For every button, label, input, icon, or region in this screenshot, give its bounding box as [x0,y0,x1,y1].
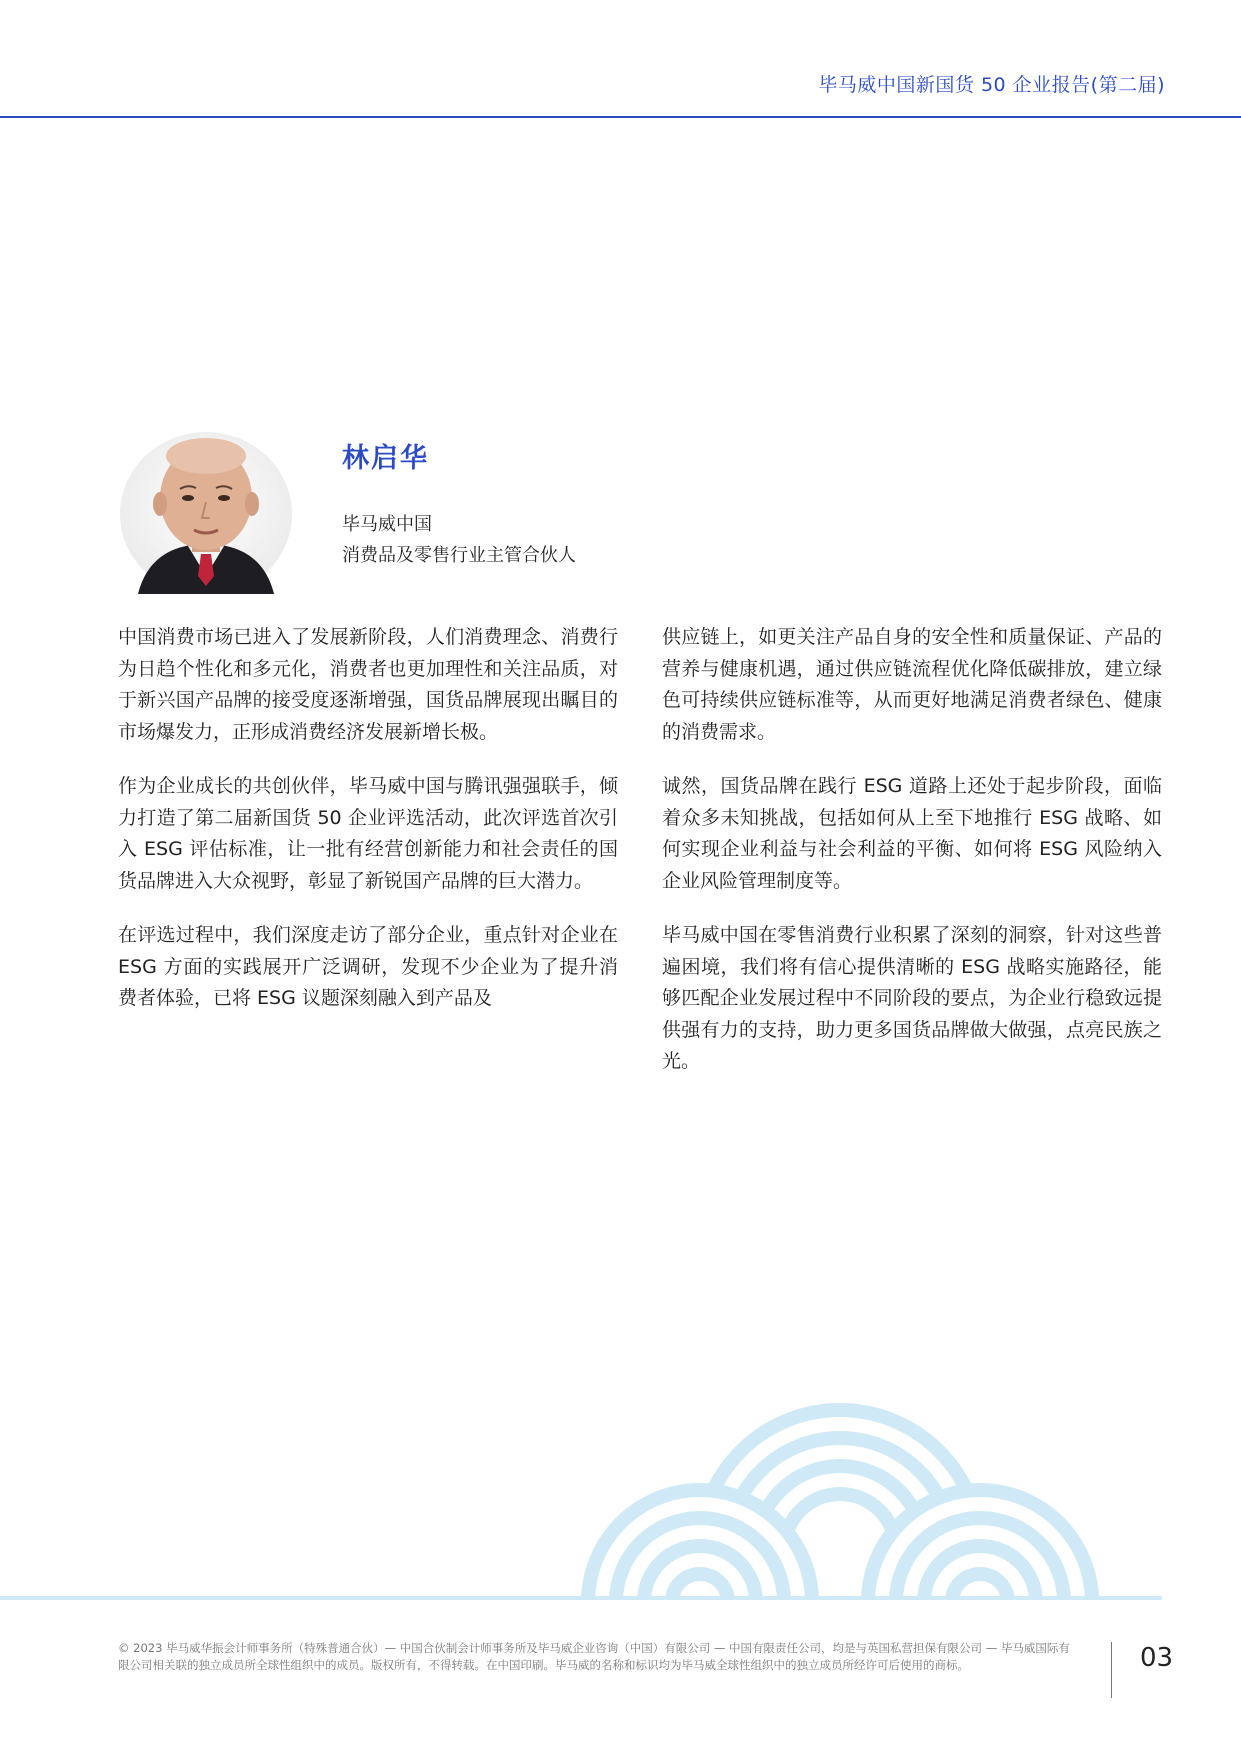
body-paragraph: 毕马威中国在零售消费行业积累了深刻的洞察，针对这些普遍困境，我们将有信心提供清晰的 ESG 战略实施路径，能够匹配企业发展过程中不同阶段的要点，为企业行稳致远提供强有力的支持，助力更多国货品牌做大做强，点亮民族之光。 [662,924,1162,1072]
person-name: 林启华 [342,443,429,474]
person-organization: 毕马威中国 [342,514,432,535]
header-divider [0,116,1241,118]
body-paragraph: 在评选过程中，我们深度走访了部分企业，重点针对企业在 ESG 方面的实践展开广泛调研，发现不少企业为了提升消费者体验，已将 ESG 议题深刻融入到产品及 [118,924,618,1009]
body-paragraph: 诚然，国货品牌在践行 ESG 道路上还处于起步阶段，面临着众多未知挑战，包括如何从上至下地推行 ESG 战略、如何实现企业利益与社会利益的平衡、如何将 ESG 风险纳入企业风险管理制度等。 [662,775,1162,892]
page-number: 03 [1140,1643,1174,1673]
left-column [118,622,618,1038]
portrait-photo [118,426,294,594]
right-column [662,622,1162,1101]
footer-divider [1111,1642,1112,1698]
report-title: 毕马威中国新国货 50 企业报告(第二届) [818,74,1165,96]
wave-decoration [540,1340,1140,1600]
person-role: 消费品及零售行业主管合伙人 [342,545,576,566]
body-paragraph: 作为企业成长的共创伙伴，毕马威中国与腾讯强强联手，倾力打造了第二届新国货 50 企业评选活动，此次评选首次引入 ESG 评估标准，让一批有经营创新能力和社会责任的国货品牌进入大众视野，彰显了新锐国产品牌的巨大潜力。 [118,775,618,892]
footer-rule [0,1596,1162,1600]
footer-legal-text: © 2023 毕马威华振会计师事务所（特殊普通合伙）— 中国合伙制会计师事务所及毕马威企业咨询（中国）有限公司 — 中国有限责任公司，均是与英国私营担保有限公司 — 毕马威国际有限公司相关联的独立成员所全球性组织中的成员。版权所有，不得转载。在中国印刷。毕马威的名称和标识均为毕马威全球性组织中的独立成员所经许可后使用的商标。 [118,1641,1070,1672]
body-paragraph: 中国消费市场已进入了发展新阶段，人们消费理念、消费行为日趋个性化和多元化，消费者也更加理性和关注品质，对于新兴国产品牌的接受度逐渐增强，国货品牌展现出瞩目的市场爆发力，正形成消费经济发展新增长极。 [118,626,618,743]
body-paragraph: 供应链上，如更关注产品自身的安全性和质量保证、产品的营养与健康机遇，通过供应链流程优化降低碳排放，建立绿色可持续供应链标准等，从而更好地满足消费者绿色、健康的消费需求。 [662,626,1162,743]
